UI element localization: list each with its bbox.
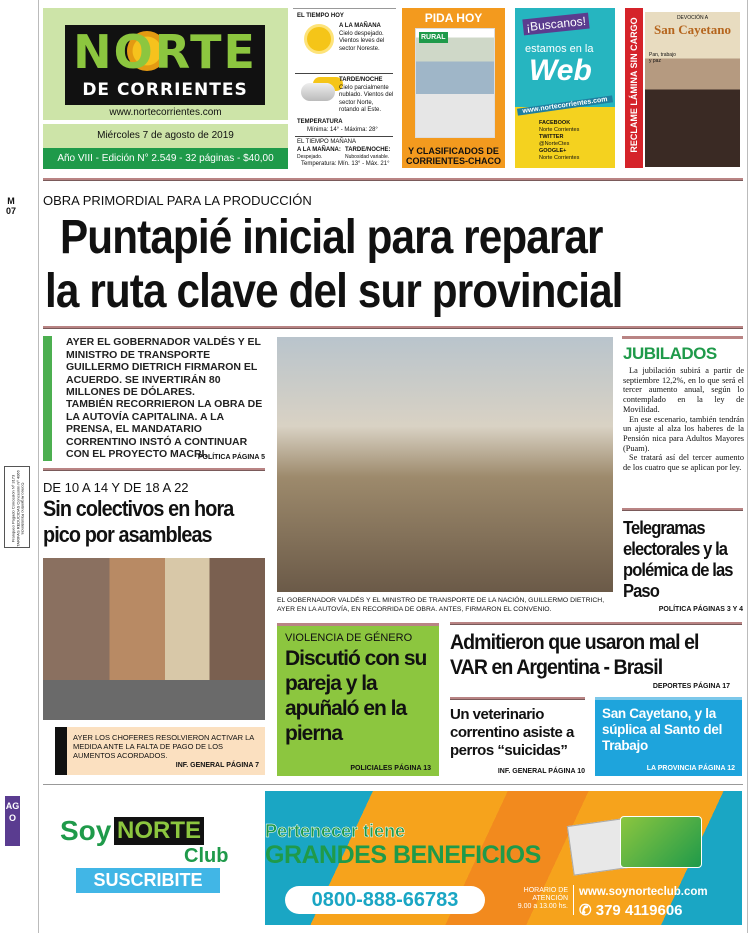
colectivos-headline[interactable]: Sin colectivos en hora pico por asambleas (43, 496, 234, 547)
lamina-band (625, 8, 643, 168)
soynorte-logo (60, 815, 240, 870)
veterinario-source[interactable]: INF. GENERAL PÁGINA 10 (497, 768, 585, 775)
benefits-banner[interactable] (265, 791, 742, 925)
site-url[interactable]: www.nortecorrientes.com (109, 107, 222, 118)
section-divider (43, 178, 743, 181)
social-google[interactable] (539, 148, 579, 162)
cayetano-box[interactable] (595, 697, 742, 776)
cloud-sun-icon (301, 83, 335, 101)
colectivos-caption: AYER LOS CHOFERES RESOLVIERON ACTIVAR LA MEDIDA ANTE LA FALTA DE PAGO DE LOS AUMENTOS ACORDADOS. (73, 733, 254, 760)
telegramas-source[interactable]: POLÍTICA PÁGINAS 3 Y 4 (658, 606, 743, 613)
morning-label: A LA MAÑANA (339, 23, 381, 29)
jubilados-paragraph: La jubilación subirá a partir de septiembre 12,2%, en lo que será el tercer aumento anual, según lo contemplado en la ley de Movilidad. (623, 366, 744, 414)
issue-date: Miércoles 7 de agosto de 2019 (43, 124, 288, 148)
social-handle: Norte Corrientes (539, 155, 580, 161)
page-margin-line (38, 0, 39, 933)
postal-box (4, 466, 30, 548)
promo-web-line3: Web (529, 54, 592, 87)
hours-label: HORARIO DE ATENCIÓN (523, 887, 568, 902)
logo-text: NORTE (73, 25, 257, 79)
var-headline[interactable]: Admitieron que usaron mal el VAR en Argentina - Brasil (450, 631, 699, 679)
lamina-title: San Cayetano (654, 22, 731, 37)
month-tab: AGO (5, 796, 20, 846)
section-divider (450, 697, 585, 700)
lamina-tagline: Pan, trabajo y paz (649, 52, 676, 64)
var-source[interactable]: DEPORTES PÁGINA 17 (652, 683, 730, 690)
banner-line2: GRANDES BENEFICIOS (265, 841, 541, 869)
cayetano-source: LA PROVINCIA PÁGINA 12 (646, 765, 735, 772)
san-cayetano-image (645, 12, 740, 167)
divider (295, 136, 393, 137)
main-kicker: OBRA PRIMORDIAL PARA LA PRODUCCIÓN (43, 193, 312, 208)
edition-info: Año VIII - Edición N° 2.549 - 32 páginas - $40,00 (43, 148, 288, 169)
promo-lamina[interactable] (625, 8, 743, 168)
morning-text: Cielo despejado. Vientos leves del sector Noreste. (339, 30, 385, 52)
section-divider (450, 622, 742, 625)
tomorrow-evening-label: TARDE/NOCHE: (345, 147, 391, 153)
telegramas-headline[interactable]: Telegramas electorales y la polémica de las Paso (623, 518, 733, 601)
promo-web[interactable] (515, 8, 615, 168)
violencia-headline: Discutió con su pareja y la apuñaló en la pierna (285, 647, 427, 745)
postal-line: Franqueo Pagado Concesión Nº 3173 (10, 474, 16, 543)
jubilados-title[interactable]: JUBILADOS (623, 344, 717, 363)
divider (295, 73, 393, 74)
promo-rural-top: PIDA HOY (424, 11, 483, 25)
main-bullet: AYER EL GOBERNADOR VALDÉS Y EL MINISTRO DE TRANSPORTE GUILLERMO DIETRICH FIRMARON EL ACUERDO. SE INVERTIRÁN 80 MILLONES DE DÓLARES. (43, 336, 268, 399)
postal-line: TARIFAS REDUCIDAS Concesión Nº 4066 (15, 470, 21, 547)
main-headline-line1[interactable]: Puntapié inicial para reparar (60, 211, 603, 264)
member-card-image (620, 816, 702, 868)
hours-value: 9.00 a 13.00 hs. (517, 903, 568, 910)
section-divider (43, 468, 265, 471)
tomorrow-title: EL TIEMPO MAÑANA (297, 139, 357, 145)
sun-icon (307, 27, 331, 51)
banner-whatsapp[interactable] (579, 901, 683, 919)
promo-web-url: www.nortecorrientes.com (517, 95, 613, 115)
promo-rural[interactable] (402, 8, 505, 168)
weather-evening (339, 77, 395, 115)
social-net: TWITTER (539, 134, 564, 140)
page-margin-line (747, 0, 748, 933)
evening-label: TARDE/NOCHE (339, 77, 383, 83)
tomorrow-morning-label: A LA MAÑANA: (297, 147, 341, 153)
social-net: FACEBOOK (539, 120, 571, 126)
section-divider (622, 508, 743, 511)
banner-line1: Pertenecer tiene (265, 821, 406, 841)
main-photo-caption: EL GOBERNADOR VALDÉS Y EL MINISTRO DE TRANSPORTE DE LA NACIÓN, GUILLERMO DIETRICH, AYER EN LA AUTOVÍA, EN RECORRIDA DE OBRA. ANTES, FIRMARON EL CONVENIO. (277, 597, 605, 613)
tomorrow-morning-text: Despejado. (297, 154, 323, 160)
day-number: 07 (6, 206, 17, 216)
social-handle: Norte Corrientes (539, 127, 580, 133)
jubilados-body (623, 366, 744, 473)
social-net: GOOGLE+ (539, 148, 567, 154)
tomorrow-evening-text: Nubosidad variable. (345, 154, 390, 160)
evening-text: Cielo parcialmente nublado. Vientos del sector Norte, rotando al Este. (339, 84, 394, 113)
masthead (43, 8, 288, 120)
main-source[interactable]: POLÍTICA PÁGINA 5 (197, 454, 265, 461)
main-photo (277, 337, 613, 592)
tomorrow-temp: Temperatura: Mín. 13° - Máx. 21° (301, 161, 390, 167)
brand-norte: NORTE (114, 817, 204, 845)
colectivos-photo (43, 558, 265, 720)
rural-cover-logo: RURAL (421, 34, 446, 41)
colectivos-source[interactable]: INF. GENERAL PÁGINA 7 (175, 762, 259, 769)
jubilados-paragraph: En ese escenario, también tendrán un ajuste al alza los haberes de la Pensión nica para Adultos Mayores (Puam). (623, 414, 744, 453)
main-headline-line2[interactable]: la ruta clave del sur provincial (45, 265, 623, 318)
temp-text: Mínima: 14° - Máxima: 28° (307, 127, 378, 133)
whatsapp-icon: ✆ (579, 902, 596, 919)
subscribe-button[interactable]: SUSCRIBITE (76, 868, 220, 893)
colectivos-caption-box (55, 727, 265, 775)
weather-title: EL TIEMPO HOY (297, 13, 344, 19)
social-facebook[interactable] (539, 120, 579, 134)
postal-line: Correo Argentino Resistencia (20, 482, 26, 535)
whatsapp-number: 379 4119606 (595, 902, 683, 919)
banner-hours (490, 887, 568, 911)
violencia-source: POLICIALES PÁGINA 13 (350, 765, 431, 772)
social-twitter[interactable] (539, 134, 579, 148)
rural-cover-image (415, 28, 495, 138)
month-letter: M (7, 196, 15, 206)
logo (65, 25, 265, 105)
banner-url[interactable]: www.soynorteclub.com (579, 886, 708, 898)
lamina-kicker: DEVOCIÓN A (676, 15, 709, 21)
weather-morning (339, 23, 395, 53)
banner-phone[interactable]: 0800-888-66783 (285, 886, 485, 914)
violencia-box[interactable] (277, 623, 439, 776)
logo-subtitle: DE CORRIENTES (82, 80, 248, 100)
weather-box (293, 8, 396, 168)
main-bullet: TAMBIÉN RECORRIERON LA OBRA DE LA AUTOVÍA CAPITALINA. A LA PRENSA, EL MANDATARIO CORRENTINO INSTÓ A CONTINUAR CON EL PROYECTO MACRI. (43, 398, 268, 461)
social-list (539, 120, 579, 162)
promo-rural-bottom: Y CLASIFICADOS DE CORRIENTES-CHACO (406, 146, 502, 166)
section-divider (43, 326, 743, 329)
lamina-vertical-text: RECLAME LÁMINA SIN CARGO (629, 17, 639, 153)
section-divider (43, 784, 743, 785)
temp-label: TEMPERATURA (297, 119, 343, 125)
violencia-kicker: VIOLENCIA DE GÉNERO (285, 632, 413, 644)
promo-web-line2: estamos en la (525, 43, 594, 55)
social-handle: @NorteCtes (539, 141, 570, 147)
veterinario-headline[interactable]: Un veterinario correntino asiste a perros “suicidas” (450, 706, 574, 759)
section-divider (622, 336, 743, 339)
jubilados-paragraph: Se tratará así del tercer aumento de los cuatro que se aplican por ley. (623, 453, 744, 473)
divider (573, 885, 574, 915)
promo-web-line1: ¡Buscanos! (522, 13, 589, 36)
date-tab (6, 196, 16, 216)
brand-club: Club (184, 845, 229, 867)
cayetano-headline: San Cayetano, y la súplica al Santo del Trabajo (602, 706, 723, 753)
colectivos-kicker: DE 10 A 14 Y DE 18 A 22 (43, 480, 189, 495)
brand-soy: Soy (60, 815, 112, 846)
